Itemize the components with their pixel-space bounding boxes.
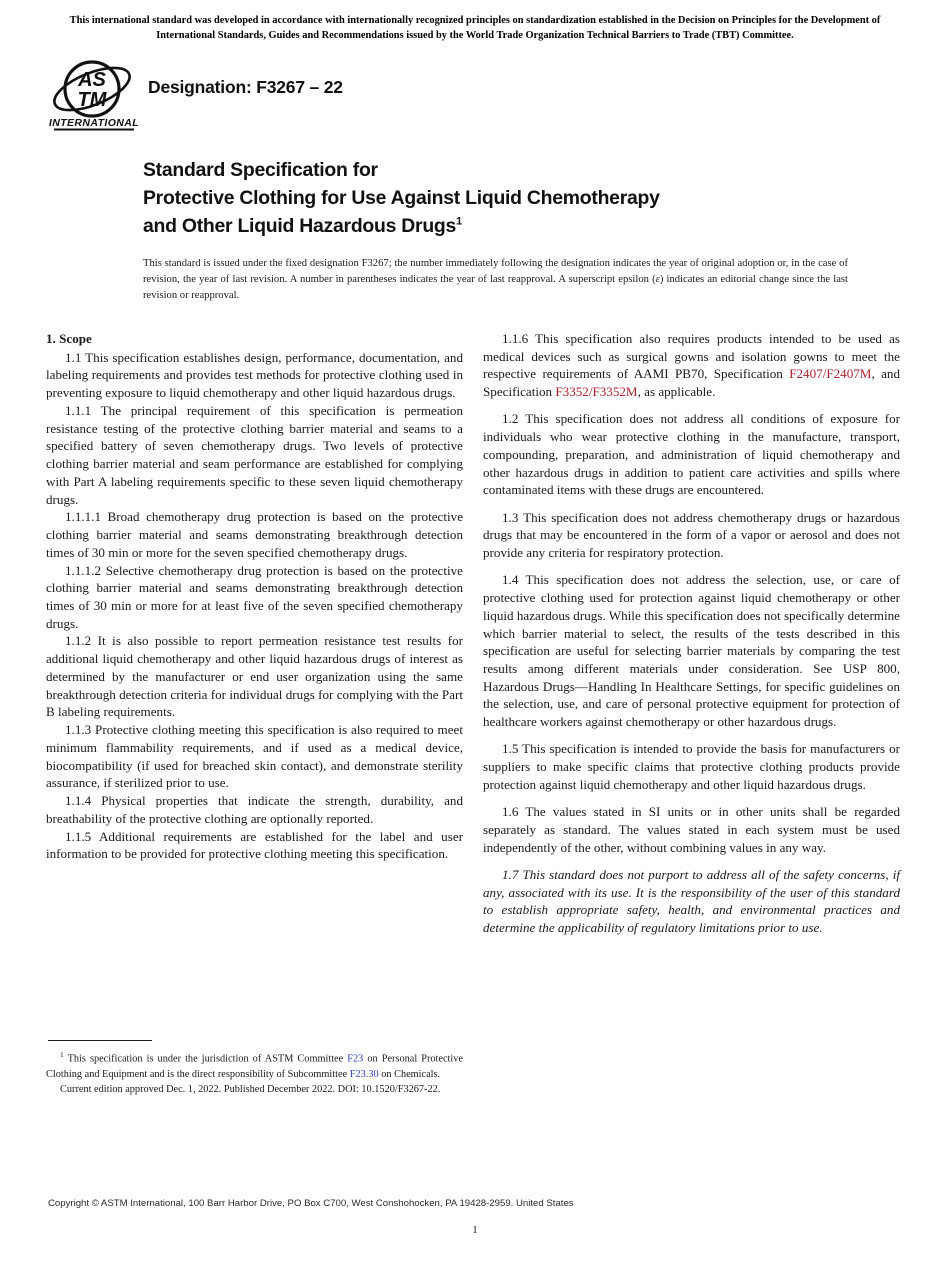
title-line-3 [143,213,903,241]
paragraph-1-1-2: 1.1.2 It is also possible to report permeation resistance test results for additional liquid chemotherapy and other liquid hazardous drugs of interest as determined by the manufacturer or end user organization using the same breakthrough detection criteria for individual drugs for complying with the Part B labeling requirements. [46,633,463,720]
page-number: 1 [472,1224,478,1236]
link-f23-30[interactable]: F23.30 [349,1068,379,1080]
title-line-2: Protective Clothing for Use Against Liquid Chemotherapy [143,186,660,209]
svg-text:AS: AS [78,69,106,91]
svg-text:TM: TM [77,89,107,111]
footnote-text-c: on Chemicals. [378,1068,441,1080]
footnote-separator-rule [48,1040,152,1041]
paragraph-1-1-6-text-c: , as applicable. [637,384,716,400]
document-title [143,157,903,241]
issuance-note [143,256,848,304]
paragraph-1-1-1-2: 1.1.1.2 Selective chemotherapy drug protection is based on the protective clothing barrier material and seams demonstrating breakthrough detection times of 30 min or more for at least five of the seven specified chemotherapy drugs. [46,562,463,631]
footnote-block [46,1040,463,1098]
designation-label: Designation: F3267 – 22 [148,77,343,97]
paragraph-1-2: 1.2 This specification does not address all conditions of exposure for individuals who wear protective clothing in the manufacture, transport, compounding, preparation, and administration of liquid chemotherapy and other hazardous drugs in addition to patient care activities and spills where contaminated items with these drugs are encountered. [483,411,900,498]
paragraph-1-3: 1.3 This specification does not address chemotherapy drugs or hazardous drugs that may be encountered in the form of a vapor or aerosol and does not provide any criteria for respiratory protection. [483,509,900,561]
paragraph-1-1: 1.1 This specification establishes design, performance, documentation, and labeling requirements and provides test methods for protective clothing used in preventing exposure to liquid chemotherapy and other liquid hazardous drugs. [46,349,463,401]
paragraph-1-1-3: 1.1.3 Protective clothing meeting this specification is also required to meet minimum flammability requirements, and if used as a medical device, biocompatibility (if used for breached skin contact), and demonstrate sterility assurance, if sterilized prior to use. [46,722,463,791]
footnote-jurisdiction [46,1049,463,1082]
tbt-header-note: This international standard was developed in accordance with internationally recognized principles on standardization established in the Decision on Principles for the Development of International Standards, Guides and Recommendations issued by the World Trade Organization Technical Barriers to Trade (TBT) Committee. [69,15,881,41]
footnote-text-a: This specification is under the jurisdiction of ASTM Committee [63,1053,348,1065]
footnote-marker: 1 [60,1050,64,1059]
issuance-note-part1: This standard is issued under the fixed designation F3267; the number immediately following the designation indicates the year of original adoption or, in the case of revision, the year of last revision. A number in parentheses indicates the year of last reapproval. A superscript epsilon ( [143,258,848,286]
link-f2407[interactable]: F2407/F2407M [789,366,872,382]
body-column-right [483,330,900,937]
paragraph-1-7: 1.7 This standard does not purport to address all of the safety concerns, if any, associated with its use. It is the responsibility of the user of this standard to establish appropriate safety, health, and environmental practices and determine the applicability of regulatory limitations prior to use. [483,866,900,936]
paragraph-1-1-1: 1.1.1 The principal requirement of this specification is permeation resistance testing of the protective clothing barrier material and seams to a specified battery of seven chemotherapy drugs. Two levels of protective clothing barrier material and seam performance are established for complying with Part A labeling requirements specific to these seven liquid chemotherapy drugs. [46,402,463,507]
link-f3352[interactable]: F3352/F3352M [555,384,638,400]
section-heading-scope: 1. Scope [46,331,92,346]
paragraph-1-6: 1.6 The values stated in SI units or in other units shall be regarded separately as standard. The values stated in each system must be used independently of the other, without combining values in any way. [483,804,900,855]
title-line-3-text: and Other Liquid Hazardous Drugs [143,214,457,237]
identification-row [48,56,748,140]
issuance-note-part2: ) indicates an editorial change since the last revision or reapproval. [143,274,848,302]
epsilon-symbol: ε [655,274,660,286]
paragraph-1-5: 1.5 This specification is intended to provide the basis for manufacturers or suppliers to make specific claims that protective clothing products provide protection against liquid chemotherapy and other liquid hazardous drugs. [483,741,900,792]
footnote-edition: Current edition approved Dec. 1, 2022. Published December 2022. DOI: 10.1520/F3267-22. [60,1084,441,1096]
title-line-1: Standard Specification for [143,159,378,181]
astm-logo [48,56,140,134]
paragraph-1-1-6 [483,330,900,401]
paragraph-1-1-5: 1.1.5 Additional requirements are established for the label and user information to be provided for protective clothing meeting this specification. [46,828,463,862]
footnote-text-b: on Personal Protective Clothing and Equipment and is the direct responsibility of Subcommittee [46,1053,463,1080]
paragraph-1-1-4: 1.1.4 Physical properties that indicate the strength, durability, and breathability of the protective clothing are optionally reported. [46,793,463,826]
paragraph-1-1-6-text-a: 1.1.6 This specification also requires products intended to be used as medical devices such as surgical gowns and isolation gowns to meet the respective requirements of AAMI PB70, Specification [483,331,900,382]
paragraph-1-4: 1.4 This specification does not address the selection, use, or care of protective clothing used for protection against liquid chemotherapy or other liquid hazardous drugs. While this specification does not specifically determine which barrier material to select, the results of the tests described in this specification are useful for selecting barrier materials by comparing the test results among different materials under consideration. See USP 800, Hazardous Drugs—Handling In Healthcare Settings, for specific guidelines on the selection, use, and care of personal protective equipment for protection of healthcare workers against chemotherapy or other hazardous drugs. [483,572,900,730]
body-column-left [46,330,463,863]
paragraph-1-1-1-1: 1.1.1.1 Broad chemotherapy drug protection is based on the protective clothing barrier material and seams demonstrating breakthrough detection times of 30 min or more for the seven specified chemotherapy drugs. [46,509,463,560]
title-footnote-marker: 1 [456,215,463,228]
link-f23[interactable]: F23 [347,1053,364,1065]
paragraph-1-1-6-text-b: , and Specification [483,366,901,400]
copyright-notice: Copyright © ASTM International, 100 Barr Harbor Drive, PO Box C700, West Conshohocken, PA 19428-2959. United States [48,1198,574,1209]
svg-text:INTERNATIONAL: INTERNATIONAL [48,117,140,129]
